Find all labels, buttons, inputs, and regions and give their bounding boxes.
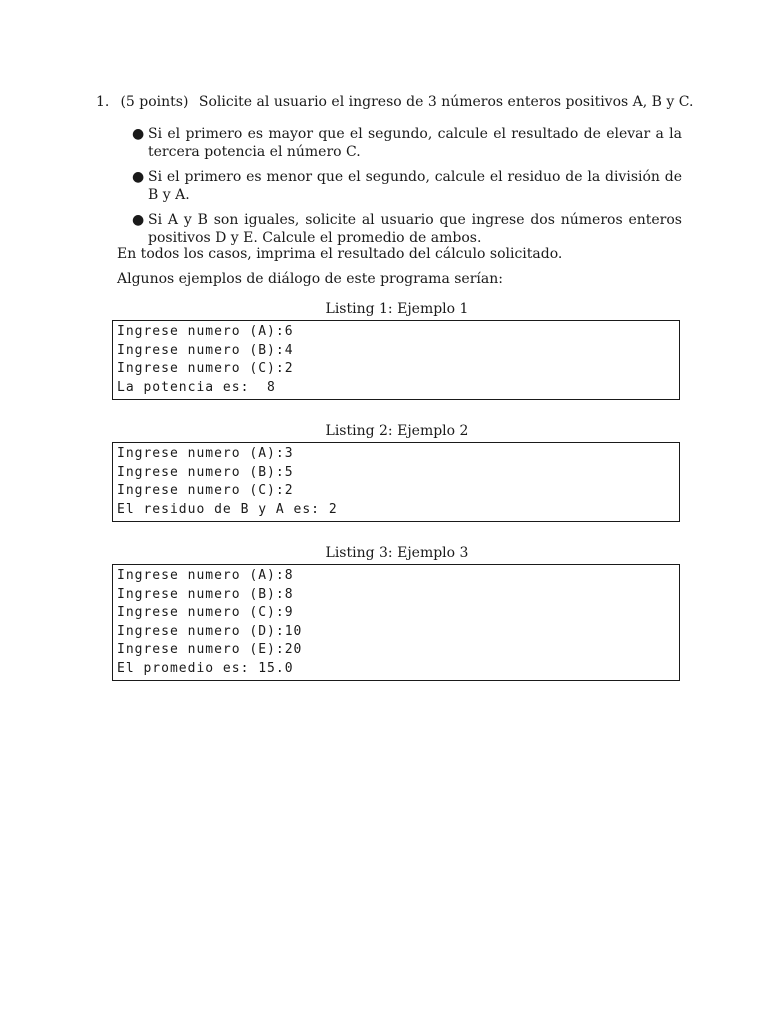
code-line: Ingrese numero (A):6 xyxy=(117,324,294,339)
condition-item xyxy=(130,168,682,204)
condition-text: Si el primero es mayor que el segundo, calcule el resultado de elevar a la tercera potencia el número C. xyxy=(148,126,682,160)
listing-caption: Listing 3: Ejemplo 3 xyxy=(325,545,469,561)
bullet-icon: ● xyxy=(132,212,145,228)
code-line: Ingrese numero (B):8 xyxy=(117,586,294,602)
listing-caption: Listing 2: Ejemplo 2 xyxy=(325,423,469,439)
condition-text: Si A y B son iguales, solicite al usuario que ingrese dos números enteros positivos D y E. Calcule el promedio de ambos. xyxy=(148,212,682,246)
condition-item xyxy=(130,211,682,247)
examples-intro: Algunos ejemplos de diálogo de este programa serían: xyxy=(117,271,503,287)
code-line: La potencia es: 8 xyxy=(117,379,276,395)
condition-text: Si el primero es menor que el segundo, calcule el residuo de la división de B y A. xyxy=(148,169,682,203)
code-line: Ingrese numero (B):5 xyxy=(117,464,294,480)
problem-statement xyxy=(96,93,696,111)
condition-item xyxy=(130,125,682,161)
code-line: Ingrese numero (A):3 xyxy=(117,446,294,461)
condition-list xyxy=(130,125,682,254)
instruction-paragraph: En todos los casos, imprima el resultado del cálculo solicitado. xyxy=(117,246,563,262)
code-line: El residuo de B y A es: 2 xyxy=(117,501,338,517)
code-line: Ingrese numero (A):8 xyxy=(117,568,294,583)
code-line: Ingrese numero (C):9 xyxy=(117,605,294,620)
code-line: El promedio es: 15.0 xyxy=(117,660,294,676)
code-line: Ingrese numero (E):20 xyxy=(117,642,303,657)
problem-points: (5 points) xyxy=(120,94,189,110)
bullet-icon: ● xyxy=(132,169,145,185)
code-listing xyxy=(112,442,680,522)
code-listing xyxy=(112,564,680,681)
problem-number: 1. xyxy=(96,94,110,110)
problem-text: Solicite al usuario el ingreso de 3 números enteros positivos A, B y C. xyxy=(198,94,694,110)
code-line: Ingrese numero (C):2 xyxy=(117,483,294,498)
code-line: Ingrese numero (D):10 xyxy=(117,623,303,639)
code-listing xyxy=(112,320,680,400)
code-line: Ingrese numero (C):2 xyxy=(117,361,294,376)
listing-caption: Listing 1: Ejemplo 1 xyxy=(325,301,469,317)
bullet-icon: ● xyxy=(132,126,145,142)
code-line: Ingrese numero (B):4 xyxy=(117,342,294,358)
